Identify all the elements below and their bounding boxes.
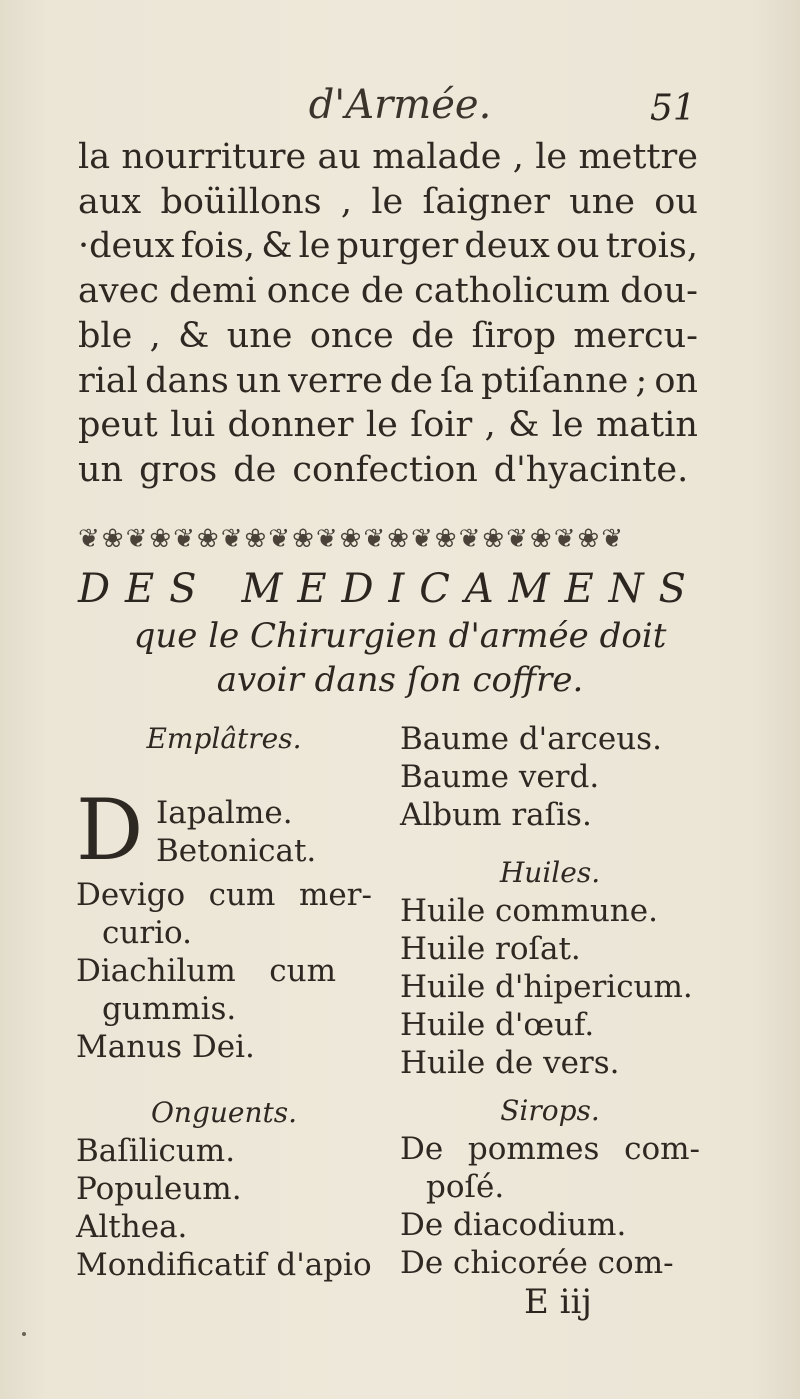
word: de (389, 360, 434, 401)
list-item: Huile roſat. (400, 931, 581, 967)
list-item: De chicorée com- (400, 1245, 674, 1281)
word: Devigo (76, 877, 186, 913)
word: mettre (578, 137, 698, 177)
list-item: Manus Dei. (76, 1029, 255, 1065)
list-item: Huile d'hipericum. (400, 969, 693, 1005)
title-letter: E (297, 566, 327, 612)
title-letter: M (241, 566, 283, 612)
list-item: Baſilicum. (76, 1133, 236, 1169)
word: , (512, 137, 524, 177)
word: ſa (440, 360, 474, 401)
title-letter: I (388, 566, 405, 612)
onguents-list (76, 1132, 372, 1284)
left-column (76, 720, 372, 1284)
title-letter: N (608, 566, 644, 612)
word: le (371, 181, 404, 222)
word: cum (269, 953, 336, 989)
word: peut (78, 405, 158, 446)
word: un (235, 360, 282, 401)
text-line (78, 359, 698, 404)
word: demi (169, 271, 257, 312)
text-line (78, 224, 698, 269)
section-title (78, 566, 686, 612)
word: au (317, 137, 361, 177)
huiles-heading: Huiles. (499, 856, 601, 889)
word: ſirop (471, 315, 556, 356)
word: malade (372, 137, 502, 177)
word: Diachilum (76, 953, 236, 989)
word: ſoir (410, 405, 473, 446)
title-letter: S (169, 566, 197, 612)
word: rial (78, 360, 138, 401)
sirops-heading: Sirops. (500, 1094, 600, 1127)
text-line (78, 314, 698, 359)
word: trois, (605, 226, 698, 267)
list-item-continuation: gummis. (102, 991, 237, 1027)
word: mer- (298, 877, 372, 913)
word: donner (227, 405, 354, 446)
word: ſaigner (422, 181, 550, 222)
list-item-continuation: poſé. (426, 1169, 505, 1205)
title-letter: M (508, 566, 550, 612)
word: boüillons (160, 181, 322, 222)
title-letter: D (341, 566, 374, 612)
list-item: Album raſis. (400, 797, 592, 833)
title-letter: E (125, 566, 155, 612)
signature-mark: E iij (524, 1282, 592, 1322)
text-line (78, 269, 698, 314)
word: le (535, 137, 568, 177)
word: une (226, 315, 293, 356)
title-letter: E (564, 566, 594, 612)
list-item: Huile de vers. (400, 1045, 620, 1081)
word: une (569, 181, 636, 222)
list-item (76, 876, 372, 914)
list-item-continuation: curio. (102, 915, 193, 951)
right-column (400, 720, 700, 1282)
running-head: d'Armée. (308, 82, 492, 128)
word: de (411, 315, 455, 356)
word: on (654, 360, 698, 401)
word: le (551, 405, 584, 446)
word: dou- (620, 271, 698, 312)
word: , (484, 405, 496, 446)
word: confection (292, 449, 478, 490)
word: de (360, 271, 404, 312)
list-item: Baume verd. (400, 759, 600, 795)
word: purger (336, 226, 459, 267)
word: cum (208, 877, 276, 913)
word: ou (555, 226, 600, 267)
word: un (78, 449, 124, 490)
word: mercu- (573, 315, 698, 356)
word: verre (288, 360, 383, 401)
title-letter: S (658, 566, 686, 612)
word: nourriture (121, 137, 307, 177)
word: de (233, 449, 277, 490)
word: avec (78, 271, 159, 312)
list-item: Mondificatif d'apio (76, 1247, 372, 1283)
title-letter: A (464, 566, 494, 612)
text-line (78, 448, 698, 493)
word: lui (170, 405, 216, 446)
word: dans (145, 360, 229, 401)
word: matin (596, 405, 698, 446)
paper-speck (22, 1332, 26, 1336)
word: ptiſanne (481, 360, 629, 401)
text-line (78, 403, 698, 448)
drop-capital: D (76, 781, 144, 879)
word: aux (78, 181, 142, 222)
word: once (266, 271, 351, 312)
word: , (149, 315, 161, 356)
word: ble (78, 315, 133, 356)
ornamental-rule: ❦❀❦❀❦❀❦❀❦❀❦❀❦❀❦❀❦❀❦❀❦❀❦ (78, 524, 626, 554)
word: deux (464, 226, 550, 267)
word: gros (139, 449, 218, 490)
section-subtitle-line-1: que le Chirurgien d'armée doit (133, 616, 667, 656)
title-letter: D (78, 566, 111, 612)
word: catholicum (414, 271, 610, 312)
word: , (340, 181, 353, 222)
list-item: Huile d'œuf. (400, 1007, 595, 1043)
list-item: Betonicat. (156, 833, 317, 869)
text-line (78, 180, 698, 225)
dropcap-lines (156, 794, 316, 870)
word: De (400, 1131, 444, 1167)
word: ; (635, 360, 648, 401)
word: d'hyacinte. (493, 449, 689, 490)
emplatres-heading: Emplâtres. (146, 722, 302, 755)
page-number: 51 (650, 88, 696, 129)
word: & (178, 315, 210, 356)
onguents-heading: Onguents. (150, 1096, 298, 1129)
title-letter: C (419, 566, 450, 612)
list-item: Huile commune. (400, 893, 658, 929)
word: fois, (180, 226, 256, 267)
word: once (309, 315, 394, 356)
word: & (261, 226, 293, 267)
word: ou (654, 181, 698, 222)
list-item: De diacodium. (400, 1207, 627, 1243)
word: la (78, 137, 111, 177)
word: ·deux (78, 226, 175, 267)
list-item: Populeum. (76, 1171, 242, 1207)
list-item: Althea. (76, 1209, 188, 1245)
word: le (298, 226, 331, 267)
body-text (78, 135, 698, 493)
list-item: Iapalme. (156, 795, 293, 831)
text-line (78, 135, 698, 180)
list-item (76, 952, 372, 990)
list-item: Baume d'arceus. (400, 721, 662, 757)
word: le (365, 405, 398, 446)
word: & (508, 405, 540, 446)
word: pommes (467, 1131, 600, 1167)
list-item (400, 1130, 700, 1168)
word: com- (624, 1131, 700, 1167)
section-subtitle-line-2: avoir dans ſon coffre. (216, 660, 584, 700)
dropcap-block (76, 781, 372, 879)
